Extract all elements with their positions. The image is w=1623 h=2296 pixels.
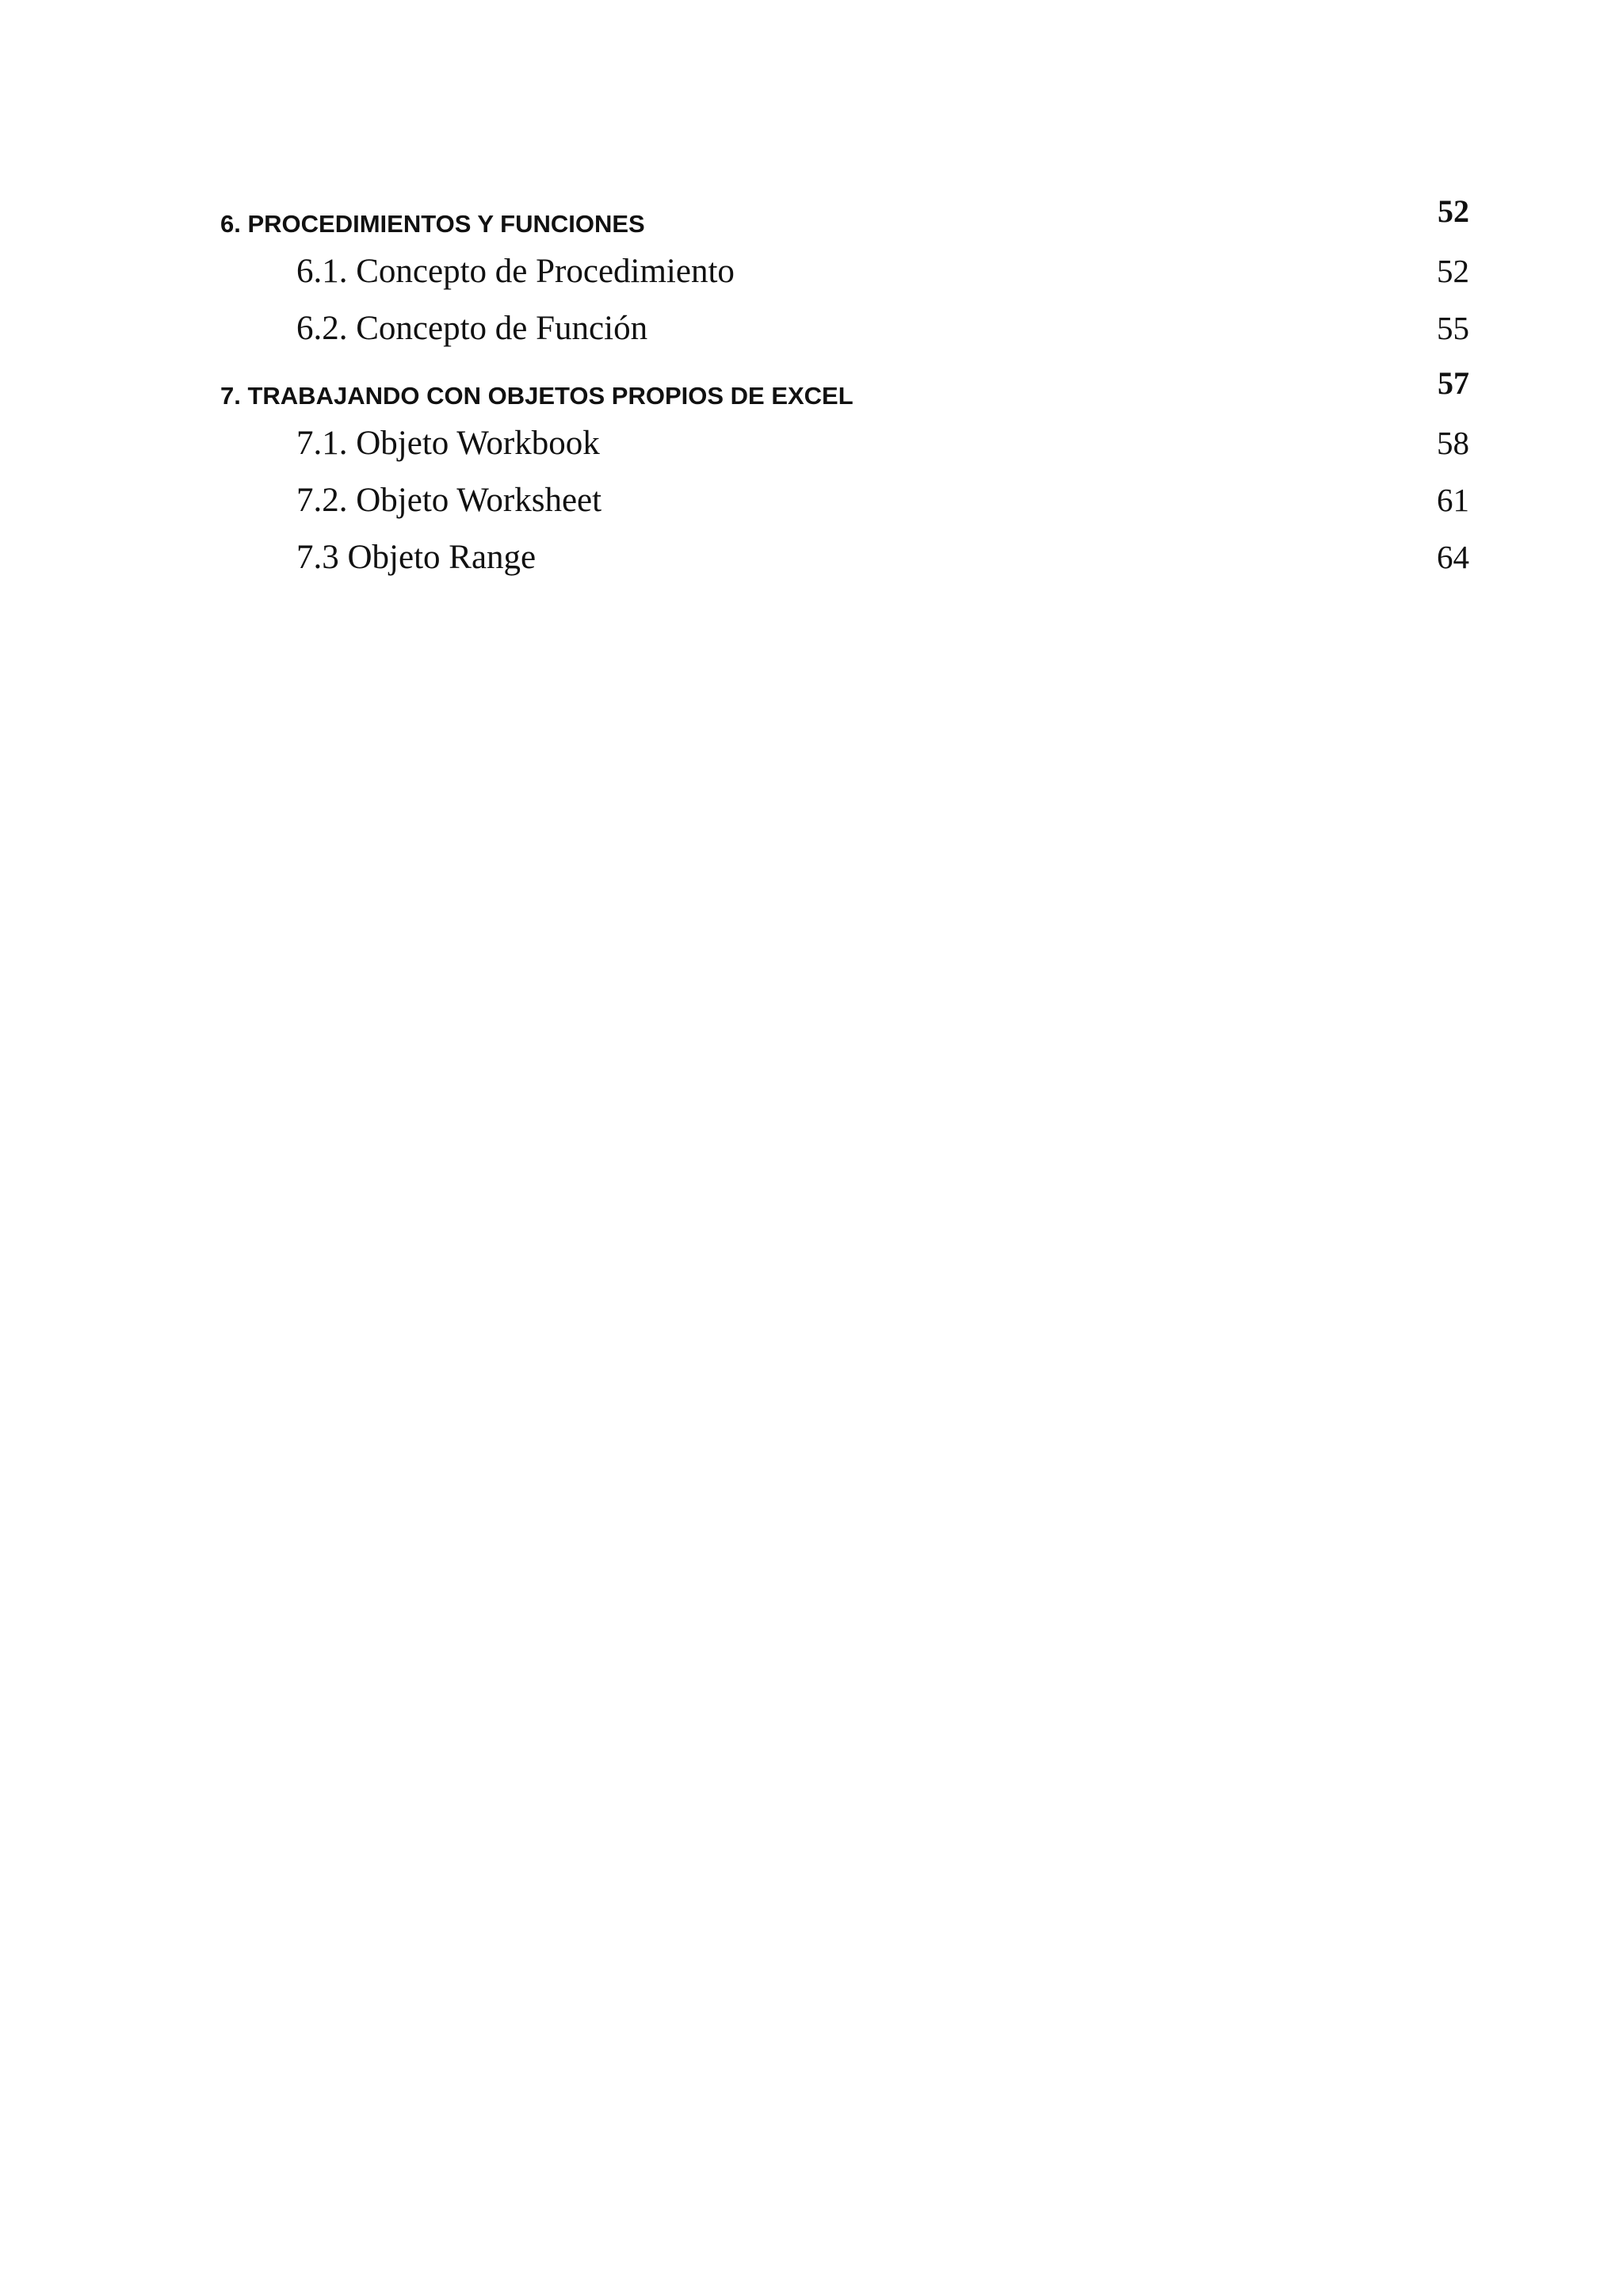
toc-entry-page: 52 xyxy=(1438,193,1469,229)
toc-entry-title: 7.3 Objeto Range xyxy=(296,539,537,576)
toc-chapter-7[interactable] xyxy=(0,364,1623,420)
toc-entry-page: 57 xyxy=(1438,365,1469,401)
toc-entry-title: 6. PROCEDIMIENTOS Y FUNCIONES xyxy=(220,210,645,238)
toc-entry-title: 7.2. Objeto Worksheet xyxy=(296,482,602,519)
toc-entry-title: 7.1. Objeto Workbook xyxy=(296,425,600,462)
toc-section-7-2[interactable] xyxy=(0,478,1623,533)
toc-entry-title: 6.2. Concepto de Función xyxy=(296,310,648,347)
toc-entry-page: 55 xyxy=(1437,310,1469,346)
toc-section-6-2[interactable] xyxy=(0,306,1623,361)
toc-section-6-1[interactable] xyxy=(0,249,1623,304)
toc-section-7-3[interactable] xyxy=(0,535,1623,590)
toc-entry-title: 6.1. Concepto de Procedimiento xyxy=(296,253,735,290)
toc-entry-page: 58 xyxy=(1437,425,1469,461)
toc-chapter-6[interactable] xyxy=(0,193,1623,248)
toc-entry-page: 61 xyxy=(1437,482,1469,518)
toc-entry-title: 7. TRABAJANDO CON OBJETOS PROPIOS DE EXCEL xyxy=(220,382,854,410)
toc-entry-page: 52 xyxy=(1437,253,1469,289)
toc-section-7-1[interactable] xyxy=(0,421,1623,476)
toc-entry-page: 64 xyxy=(1437,539,1469,575)
